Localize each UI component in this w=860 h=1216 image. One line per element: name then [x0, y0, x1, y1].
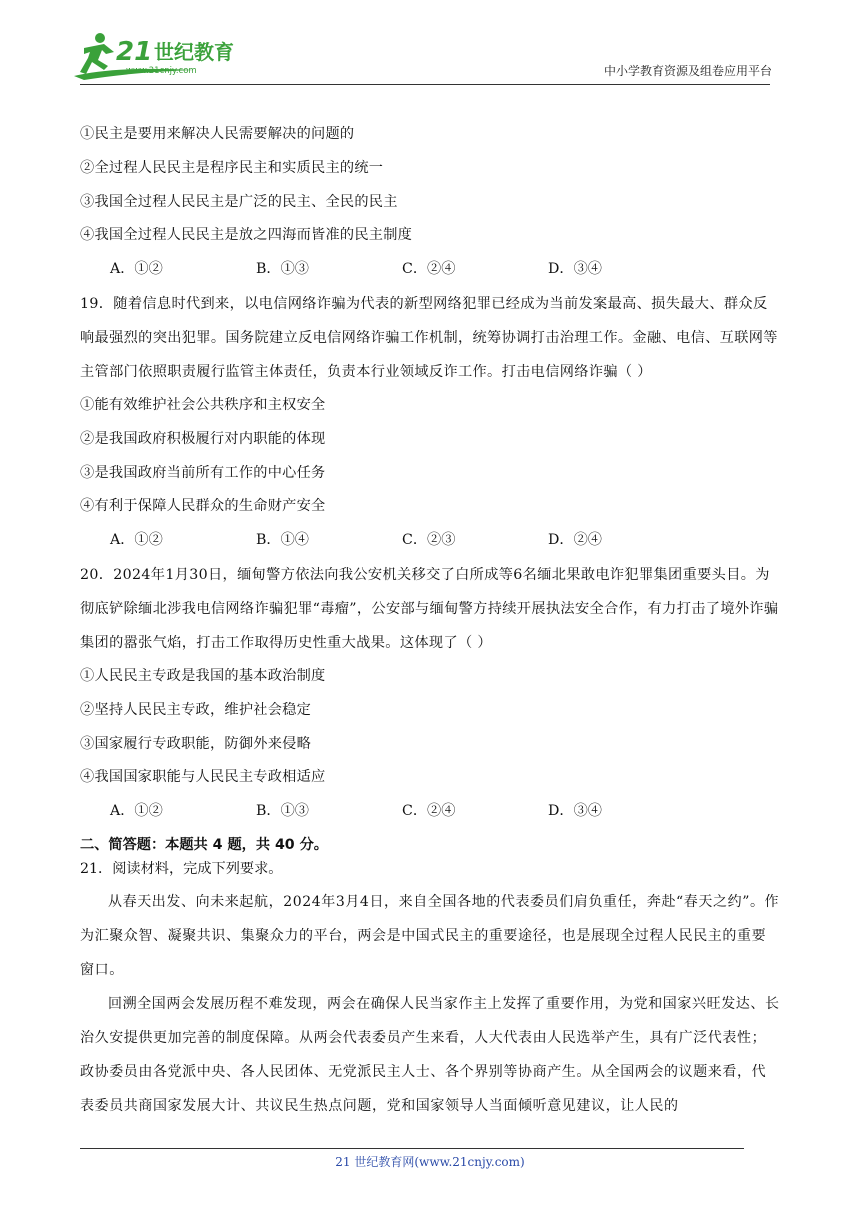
platform-name: 中小学教育资源及组卷应用平台 [603, 64, 772, 78]
q19-stem: 19．随着信息时代到来，以电信网络诈骗为代表的新型网络犯罪已经成为当前发案最高、损失最大、群众反响最强烈的突出犯罪。国务院建立反电信网络诈骗工作机制，统筹协调打击治理工作。金融、电信、互联网等主管部门依照职责履行监管主体责任，负责本行业领域反诈工作。打击电信网络诈骗（ ） [80, 295, 778, 380]
q19-option-c[interactable]: C．②③ [402, 532, 456, 549]
q19-option-d[interactable]: D．②④ [548, 532, 602, 549]
q20-option-b[interactable]: B．①③ [256, 803, 309, 820]
q20-item-3: ③国家履行专政职能，防御外来侵略 [80, 735, 312, 752]
document-body [80, 118, 780, 1123]
page-header [0, 0, 860, 90]
q21-stem: 21．阅读材料，完成下列要求。 [80, 860, 283, 877]
svg-text:世纪教育: 世纪教育 [154, 40, 234, 64]
q20-item-1: ①人民民主专政是我国的基本政治制度 [80, 667, 326, 684]
svg-text:www.21cnjy.com: www.21cnjy.com [126, 66, 197, 76]
q18-option-b[interactable]: B．①③ [256, 261, 309, 278]
q20-stem: 20．2024年1月30日，缅甸警方依法向我公安机关移交了白所成等6名缅北果敢电诈犯罪集团重要头目。为彻底铲除缅北涉我电信网络诈骗犯罪“毒瘤”，公安部与缅甸警方持续开展执法安全合作，有力打击了境外诈骗集团的嚣张气焰，打击工作取得历史性重大战果。这体现了（ ） [80, 566, 779, 651]
runner-logo-icon [74, 30, 274, 80]
q20-options [80, 795, 780, 829]
q21-material-paragraph-1: 从春天出发、向未来起航，2024年3月4日，来自全国各地的代表委员们肩负重任，奔赴“春天之约”。作为汇聚众智、凝聚共识、集聚众力的平台，两会是中国式民主的重要途径，也是展现全过程人民民主的重要窗口。 [80, 893, 780, 978]
q19-item-3: ③是我国政府当前所有工作的中心任务 [80, 464, 326, 481]
q20-option-d[interactable]: D．③④ [548, 803, 602, 820]
q20-option-a[interactable]: A．①② [110, 803, 163, 820]
q21-material-paragraph-2: 回溯全国两会发展历程不难发现，两会在确保人民当家作主上发挥了重要作用，为党和国家兴旺发达、长治久安提供更加完善的制度保障。从两会代表委员产生来看，人大代表由人民选举产生，具有广泛代表性；政协委员由各党派中央、各人民团体、无党派民主人士、各个界别等协商产生。从全国两会的议题来看，代表委员共商国家发展大计、共议民生热点问题，党和国家领导人当面倾听意见建议，让人民的 [80, 995, 780, 1114]
q19-item-4: ④有利于保障人民群众的生命财产安全 [80, 498, 326, 515]
q18-option-d[interactable]: D．③④ [548, 261, 602, 278]
svg-text:21: 21 [116, 37, 153, 67]
header-divider [80, 84, 770, 85]
q18-item-1: ①民主是要用来解决人民需要解决的问题的 [80, 126, 355, 142]
q19-item-1: ①能有效维护社会公共秩序和主权安全 [80, 396, 326, 413]
q19-option-b[interactable]: B．①④ [256, 532, 309, 549]
q18-item-3: ③我国全过程人民民主是广泛的民主、全民的民主 [80, 193, 398, 210]
q20-item-4: ④我国国家职能与人民民主专政相适应 [80, 769, 326, 786]
q19-item-2: ②是我国政府积极履行对内职能的体现 [80, 430, 326, 447]
q18-options [80, 253, 780, 287]
q18-item-2: ②全过程人民民主是程序民主和实质民主的统一 [80, 159, 384, 176]
q18-option-c[interactable]: C．②④ [402, 261, 456, 278]
q19-options [80, 524, 780, 558]
q18-item-4: ④我国全过程人民民主是放之四海而皆准的民主制度 [80, 227, 413, 244]
section-2-title: 二、简答题：本题共 4 题，共 40 分。 [80, 836, 328, 853]
footer-divider [80, 1148, 744, 1149]
q20-option-c[interactable]: C．②④ [402, 803, 456, 820]
q20-item-2: ②坚持人民民主专政，维护社会稳定 [80, 701, 312, 718]
question-18-items [80, 118, 780, 253]
q19-option-a[interactable]: A．①② [110, 532, 163, 549]
footer-text[interactable]: 21 世纪教育网(www.21cnjy.com) [335, 1155, 525, 1169]
q18-option-a[interactable]: A．①② [110, 261, 163, 278]
site-logo[interactable] [74, 30, 274, 80]
